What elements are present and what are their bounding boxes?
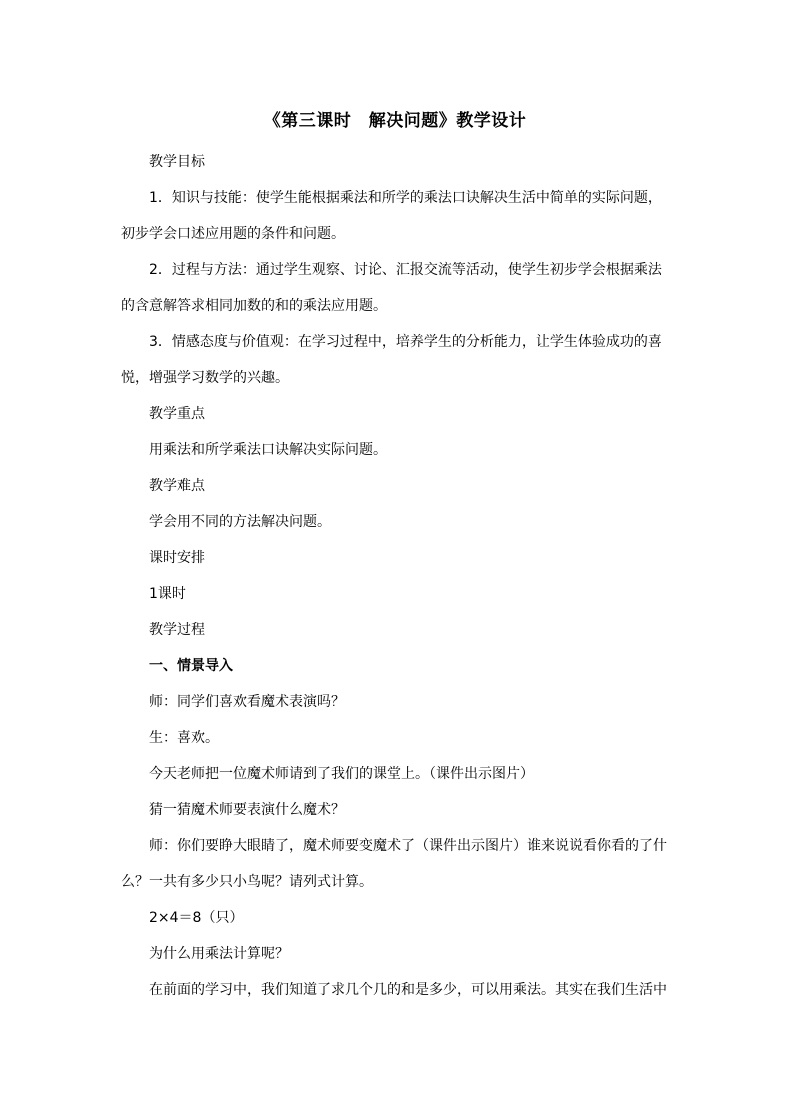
paragraph-line: 1课时 xyxy=(149,586,186,602)
paragraph-line: 在前面的学习中，我们知道了求几个几的和是多少，可以用乘法。其实在我们生活中 xyxy=(149,982,667,998)
paragraph-line: 师：你们要睁大眼睛了，魔术师要变魔术了（课件出示图片）谁来说说看你看的了什 xyxy=(149,838,667,854)
paragraph-line: 学会用不同的方法解决问题。 xyxy=(149,514,331,530)
paragraph-line: 3．情感态度与价值观：在学习过程中，培养学生的分析能力，让学生体验成功的喜 xyxy=(149,334,662,350)
paragraph-line: 生：喜欢。 xyxy=(149,730,219,746)
heading-key-points: 教学重点 xyxy=(149,406,205,422)
paragraph-line: 师：同学们喜欢看魔术表演吗？ xyxy=(149,694,345,710)
paragraph-line: 猜一猜魔术师要表演什么魔术？ xyxy=(149,802,345,818)
section-heading-intro: 一、情景导入 xyxy=(149,658,233,674)
equation-line: 2×4＝8（只） xyxy=(149,910,244,926)
paragraph-line: 用乘法和所学乘法口诀解决实际问题。 xyxy=(149,442,387,458)
paragraph-line: 的含意解答求相同加数的和的乘法应用题。 xyxy=(121,298,387,314)
paragraph-line: 今天老师把一位魔术师请到了我们的课堂上。（课件出示图片） xyxy=(149,766,534,782)
paragraph-line: 悦，增强学习数学的兴趣。 xyxy=(121,370,289,386)
heading-process: 教学过程 xyxy=(149,622,205,638)
heading-difficulties: 教学难点 xyxy=(149,478,205,494)
paragraph-line: 么？一共有多少只小鸟呢？请列式计算。 xyxy=(121,874,373,890)
paragraph-line: 1．知识与技能：使学生能根据乘法和所学的乘法口诀解决生活中简单的实际问题， xyxy=(149,190,662,206)
heading-schedule: 课时安排 xyxy=(149,550,205,566)
paragraph-line: 初步学会口述应用题的条件和问题。 xyxy=(121,226,345,242)
heading-teaching-goals: 教学目标 xyxy=(149,154,205,170)
paragraph-line: 2．过程与方法：通过学生观察、讨论、汇报交流等活动，使学生初步学会根据乘法 xyxy=(149,262,662,278)
document-title: 《第三课时 解决问题》教学设计 xyxy=(263,111,527,131)
paragraph-line: 为什么用乘法计算呢？ xyxy=(149,946,289,962)
